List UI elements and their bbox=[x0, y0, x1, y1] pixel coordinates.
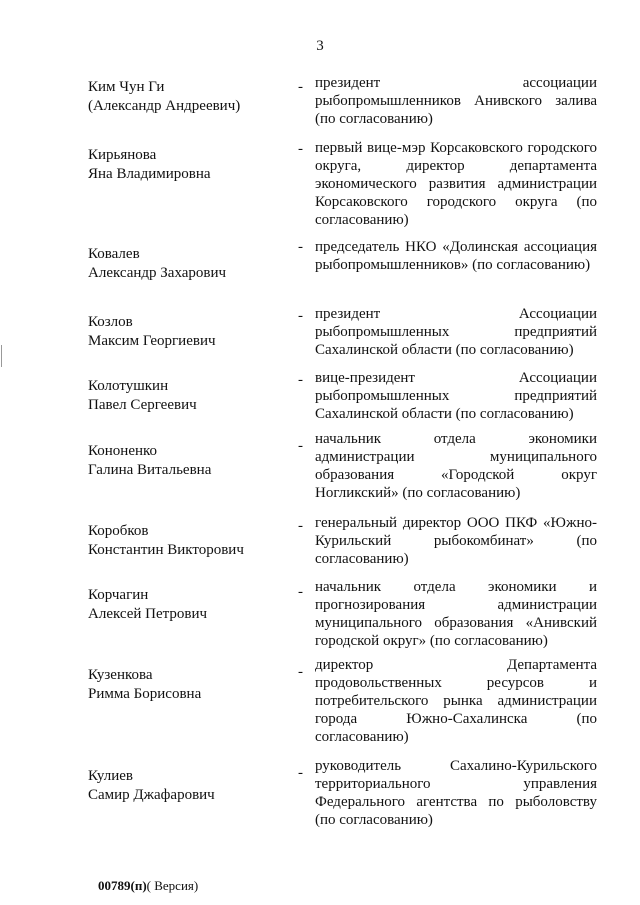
member-given-names: Алексей Петрович bbox=[88, 606, 208, 622]
dash-separator: - bbox=[298, 79, 303, 95]
member-name bbox=[88, 245, 288, 283]
document-version: ( Версия) bbox=[146, 878, 199, 893]
dash-separator: - bbox=[298, 372, 303, 388]
member-surname: Кононенко bbox=[88, 443, 158, 459]
member-name bbox=[88, 586, 288, 624]
member-surname: Кирьянова bbox=[88, 147, 157, 163]
member-given-names: Константин Викторович bbox=[88, 542, 244, 558]
dash-separator: - bbox=[298, 141, 303, 157]
member-name bbox=[88, 78, 288, 116]
member-name bbox=[88, 313, 288, 351]
member-given-names: Максим Георгиевич bbox=[88, 333, 216, 349]
dash-separator: - bbox=[298, 239, 303, 255]
scan-artifact bbox=[1, 345, 2, 367]
member-surname: Коробков bbox=[88, 523, 149, 539]
member-surname: Кузенкова bbox=[88, 667, 153, 683]
dash-separator: - bbox=[298, 664, 303, 680]
member-role: вице-президент Ассоциации рыбопромышленных предприятий Сахалинской области (по согласованию) bbox=[315, 370, 597, 422]
member-role: директор Департамента продовольственных ресурсов и потребительского рынка администрации города Южно-Сахалинска (по согласованию) bbox=[315, 657, 597, 745]
member-role: начальник отдела экономики и прогнозирования администрации муниципального образования «Анивский городской округ» (по согласованию) bbox=[315, 579, 597, 649]
dash-separator: - bbox=[298, 518, 303, 534]
dash-separator: - bbox=[298, 765, 303, 781]
dash-separator: - bbox=[298, 308, 303, 324]
member-name bbox=[88, 442, 288, 480]
member-surname: Ковалев bbox=[88, 246, 140, 262]
member-given-names: Самир Джафарович bbox=[88, 787, 215, 803]
dash-separator: - bbox=[298, 438, 303, 454]
member-given-names: (Александр Андреевич) bbox=[88, 98, 241, 114]
member-name bbox=[88, 767, 288, 805]
dash-separator: - bbox=[298, 584, 303, 600]
member-given-names: Павел Сергеевич bbox=[88, 397, 197, 413]
member-surname: Козлов bbox=[88, 314, 133, 330]
member-surname: Колотушкин bbox=[88, 378, 169, 394]
member-role: начальник отдела экономики администрации муниципального образования «Городской округ Ногликский» (по согласованию) bbox=[315, 431, 597, 501]
member-role: первый вице-мэр Корсаковского городского округа, директор департамента экономического развития администрации Корсаковского городского округа (по согласованию) bbox=[315, 140, 597, 228]
member-role: генеральный директор ООО ПКФ «Южно-Курильский рыбокомбинат» (по согласованию) bbox=[315, 515, 597, 567]
member-given-names: Яна Владимировна bbox=[88, 166, 211, 182]
page-number: 3 bbox=[316, 38, 324, 54]
member-name bbox=[88, 377, 288, 415]
member-role: президент Ассоциации рыбопромышленных предприятий Сахалинской области (по согласованию) bbox=[315, 306, 597, 358]
member-name bbox=[88, 666, 288, 704]
document-code: 00789(п) bbox=[98, 878, 147, 893]
member-role: председатель НКО «Долинская ассоциация рыбопромышленников» (по согласованию) bbox=[315, 239, 597, 273]
member-name bbox=[88, 522, 288, 560]
member-surname: Ким Чун Ги bbox=[88, 79, 165, 95]
member-given-names: Галина Витальевна bbox=[88, 462, 212, 478]
member-given-names: Александр Захарович bbox=[88, 265, 227, 281]
member-role: президент ассоциации рыбопромышленников Анивского залива (по согласованию) bbox=[315, 75, 597, 127]
member-surname: Кулиев bbox=[88, 768, 133, 784]
document-footer bbox=[98, 878, 198, 894]
member-role: руководитель Сахалино-Курильского территориального управления Федерального агентства по рыболовству (по согласованию) bbox=[315, 758, 597, 828]
member-given-names: Римма Борисовна bbox=[88, 686, 202, 702]
member-name bbox=[88, 146, 288, 184]
member-surname: Корчагин bbox=[88, 587, 149, 603]
